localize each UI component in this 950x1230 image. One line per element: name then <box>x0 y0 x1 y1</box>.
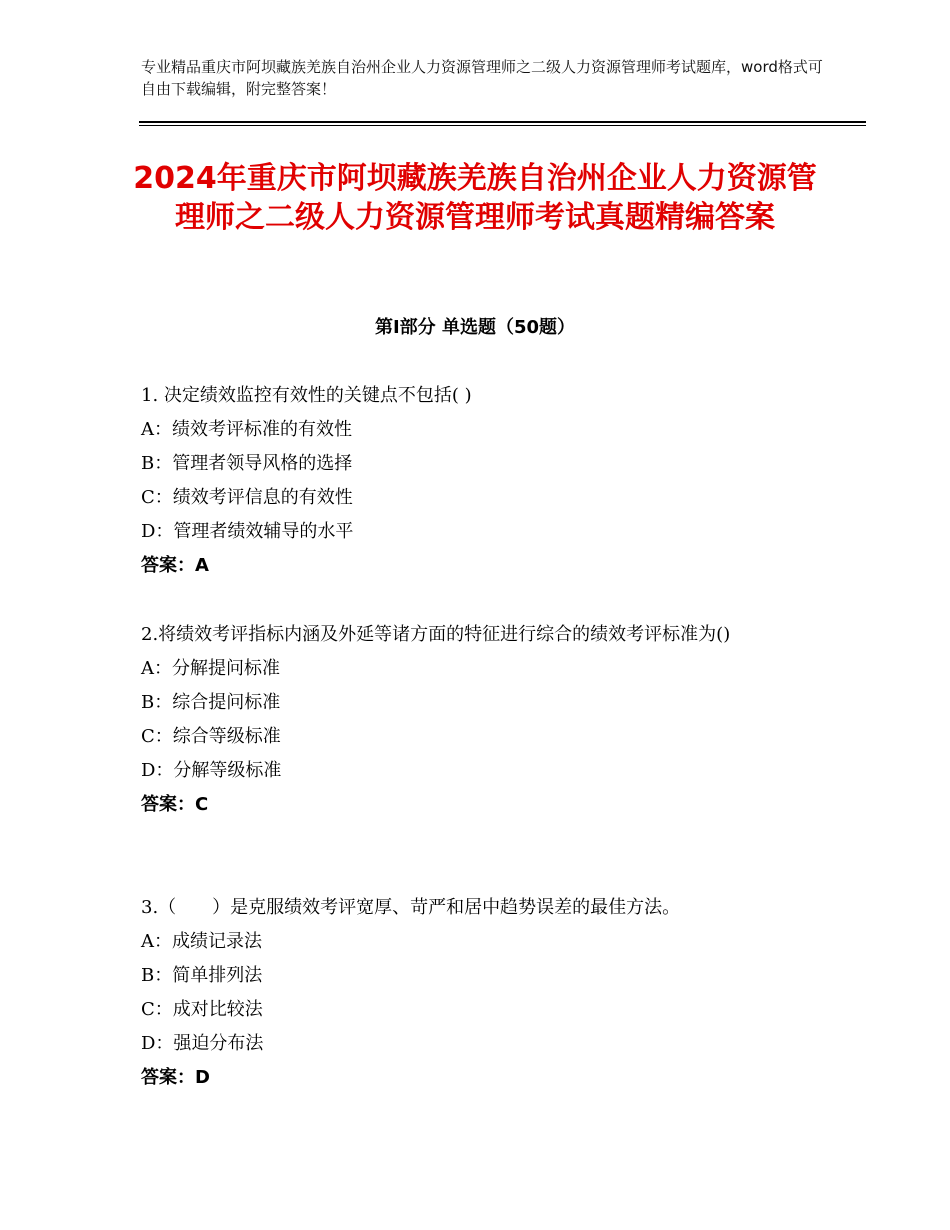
question-stem: 3.（ ）是克服绩效考评宽厚、苛严和居中趋势误差的最佳方法。 <box>141 897 681 918</box>
option-c: C：绩效考评信息的有效性 <box>141 487 353 508</box>
header-divider-thin <box>139 125 866 126</box>
answer: 答案：C <box>141 794 209 815</box>
section-title: 第Ⅰ部分 单选题（50题） <box>374 317 575 338</box>
answer: 答案：A <box>141 555 209 576</box>
option-d: D：分解等级标准 <box>141 760 282 781</box>
question-1 <box>141 379 821 583</box>
question-stem: 1. 决定绩效监控有效性的关键点不包括( ) <box>141 385 472 406</box>
option-d: D：管理者绩效辅导的水平 <box>141 521 354 542</box>
answer: 答案：D <box>141 1067 210 1088</box>
option-a: A：成绩记录法 <box>141 931 262 952</box>
option-a: A：分解提问标准 <box>141 658 280 679</box>
option-c: C：综合等级标准 <box>141 726 281 747</box>
option-d: D：强迫分布法 <box>141 1033 264 1054</box>
question-stem: 2.将绩效考评指标内涵及外延等诸方面的特征进行综合的绩效考评标准为() <box>141 624 731 645</box>
option-b: B：管理者领导风格的选择 <box>141 453 353 474</box>
option-b: B：综合提问标准 <box>141 692 281 713</box>
header-divider-thick <box>139 121 866 123</box>
option-a: A：绩效考评标准的有效性 <box>141 419 352 440</box>
question-3 <box>141 891 821 1095</box>
option-b: B：简单排列法 <box>141 965 263 986</box>
option-c: C：成对比较法 <box>141 999 263 1020</box>
question-2 <box>141 618 801 822</box>
document-title: 2024年重庆市阿坝藏族羌族自治州企业人力资源管理师之二级人力资源管理师考试真题精编答案 <box>133 161 817 235</box>
header-note: 专业精品重庆市阿坝藏族羌族自治州企业人力资源管理师之二级人力资源管理师考试题库，word格式可自由下载编辑，附完整答案！ <box>141 58 823 98</box>
